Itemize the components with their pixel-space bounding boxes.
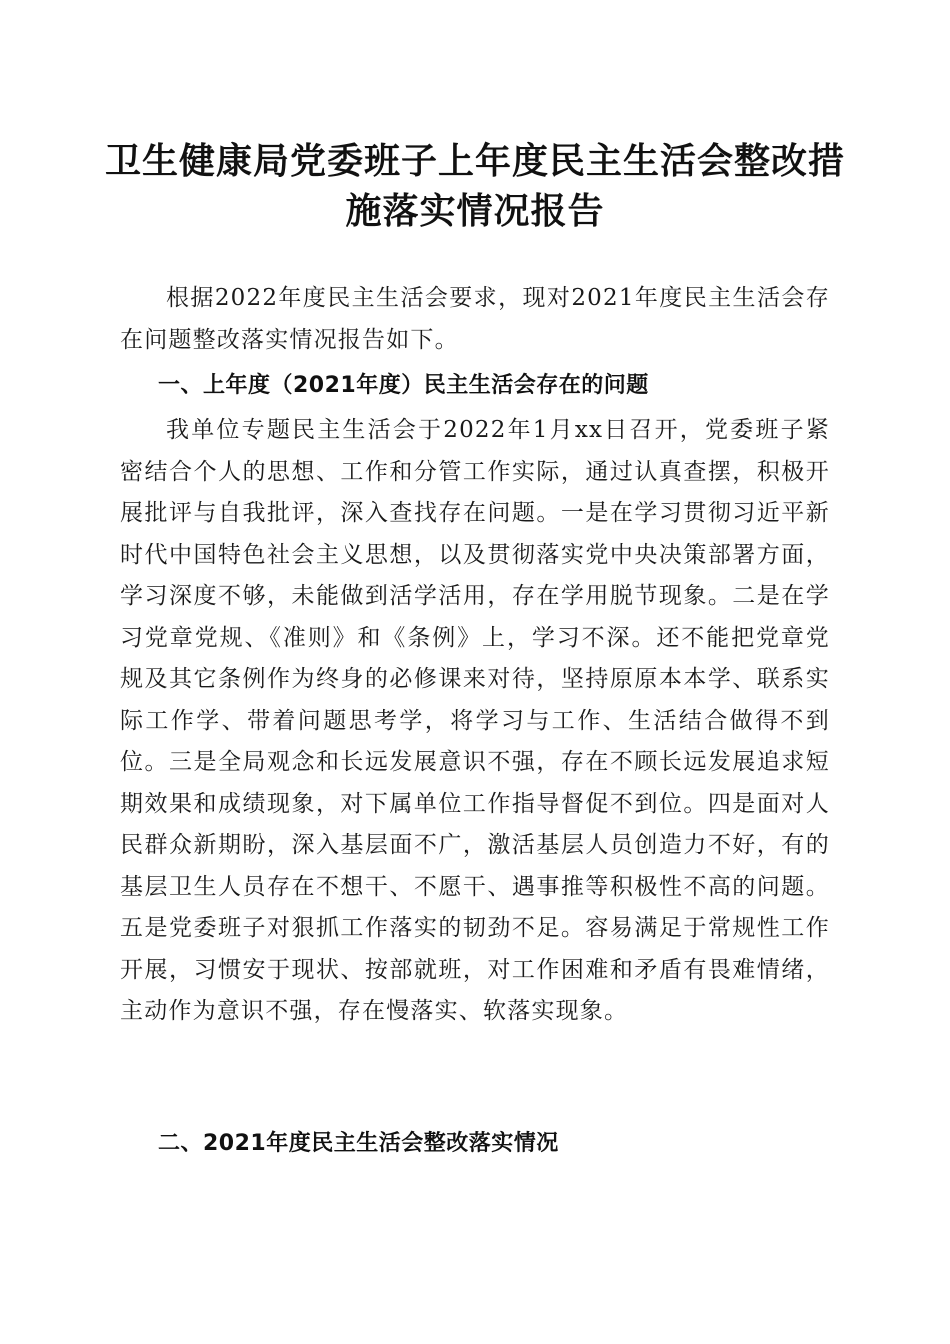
intro-paragraph: 根据2022年度民主生活会要求，现对2021年度民主生活会存在问题整改落实情况报告如下。 [120, 285, 830, 353]
section-1-paragraph: 我单位专题民主生活会于2022年1月xx日召开，党委班子紧密结合个人的思想、工作和分管工作实际，通过认真查摆，积极开展批评与自我批评，深入查找存在问题。一是在学习贯彻习近平新时代中国特色社会主义思想，以及贯彻落实党中央决策部署方面，学习深度不够，未能做到活学活用，存在学用脱节现象。二是在学习党章党规、《准则》和《条例》上，学习不深。还不能把党章党规及其它条例作为终身的必修课来对待，坚持原原本本学、联系实际工作学、带着问题思考学，将学习与工作、生活结合做得不到位。三是全局观念和长远发展意识不强，存在不顾长远发展追求短期效果和成绩现象，对下属单位工作指导督促不到位。四是面对人民群众新期盼，深入基层面不广，激活基层人员创造力不好，有的基层卫生人员存在不想干、不愿干、遇事推等积极性不高的问题。五是党委班子对狠抓工作落实的韧劲不足。容易满足于常规性工作开展，习惯安于现状、按部就班，对工作困难和矛盾有畏难情绪，主动作为意识不强，存在慢落实、软落实现象。 [120, 417, 830, 1024]
section-2-heading: 二、2021年度民主生活会整改落实情况 [158, 1131, 559, 1156]
document-title: 卫生健康局党委班子上年度民主生活会整改措施落实情况报告 [104, 140, 845, 232]
section-1-heading: 一、上年度（2021年度）民主生活会存在的问题 [158, 373, 649, 398]
